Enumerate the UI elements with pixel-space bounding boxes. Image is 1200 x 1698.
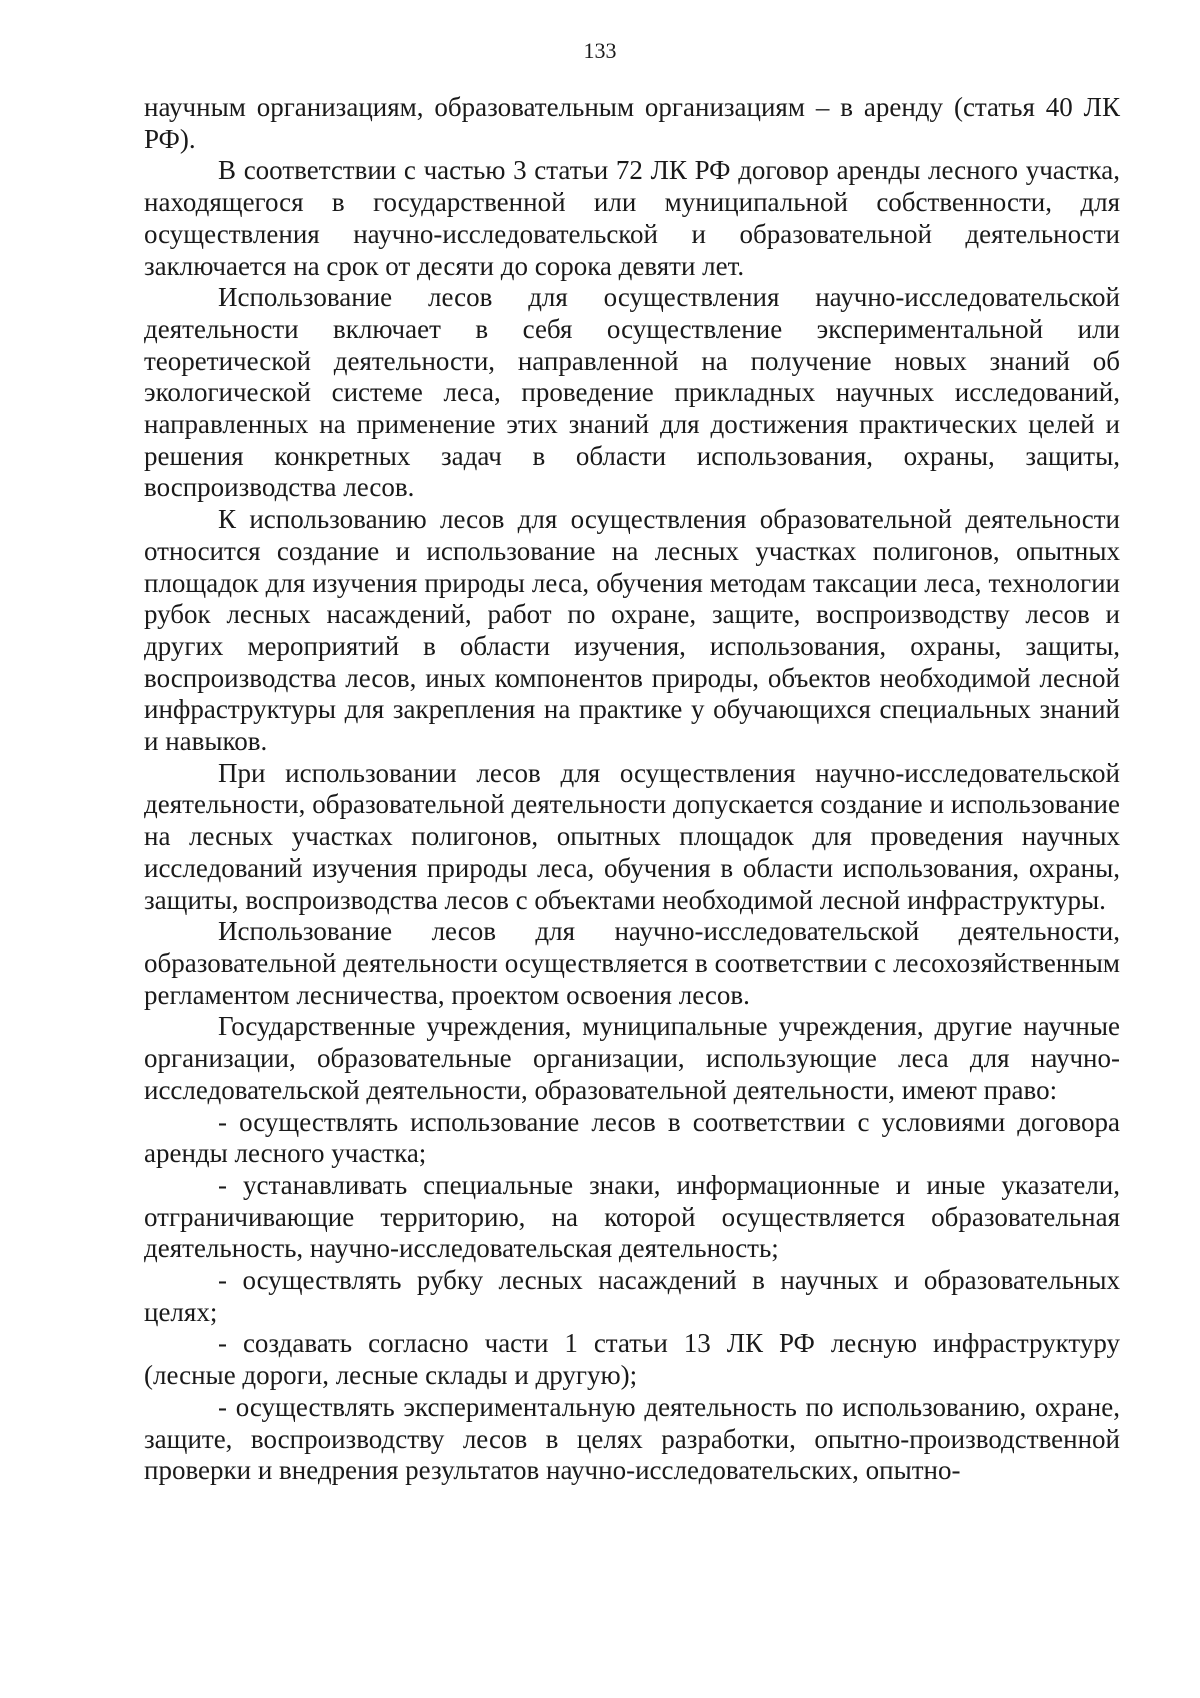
paragraph-regulation-compliance: Использование лесов для научно-исследовательской деятельности, образовательной деятельности осуществляется в соответствии с лесохозяйственным регламентом лесничества, проектом освоения лесов.: [144, 916, 1120, 1010]
document-body: [144, 92, 1120, 1487]
paragraph-polygons-creation: При использовании лесов для осуществления научно-исследовательской деятельности, образовательной деятельности допускается создание и использование на лесных участках полигонов, опытных площадок для проведения научных исследований изучения природы леса, обучения в области использования, охраны, защиты, воспроизводства лесов с объектами необходимой лесной инфраструктуры.: [144, 757, 1120, 915]
list-item-right-4: - создавать согласно части 1 статьи 13 ЛК РФ лесную инфраструктуру (лесные дороги, лесные склады и другую);: [144, 1328, 1120, 1391]
page-number: 133: [583, 38, 617, 63]
paragraph-educational-activity: К использованию лесов для осуществления образовательной деятельности относится создание и использование на лесных участках полигонов, опытных площадок для изучения природы леса, обучения методам таксации леса, технологии рубок лесных насаждений, работ по охране, защите, воспроизводству лесов и других мероприятий в области изучения, использования, охраны, защиты, воспроизводства лесов, иных компонентов природы, объектов необходимой лесной инфраструктуры для закрепления на практике у обучающихся специальных знаний и навыков.: [144, 504, 1120, 757]
paragraph-continuation: научным организациям, образовательным организациям – в аренду (статья 40 ЛК РФ).: [144, 92, 1120, 154]
list-item-right-1: - осуществлять использование лесов в соответствии с условиями договора аренды лесного участка;: [144, 1106, 1120, 1169]
list-item-right-2: - устанавливать специальные знаки, информационные и иные указатели, отграничивающие территорию, на которой осуществляется образовательная деятельность, научно-исследовательская деятельность;: [144, 1169, 1120, 1264]
list-item-right-5: - осуществлять экспериментальную деятельность по использованию, охране, защите, воспроизводству лесов в целях разработки, опытно-производственной проверки и внедрения результатов научно-исследовательских, опытно-: [144, 1391, 1120, 1486]
paragraph-lease-term: В соответствии с частью 3 статьи 72 ЛК РФ договор аренды лесного участка, находящегося в государственной или муниципальной собственности, для осуществления научно-исследовательской и образовательной деятельности заключается на срок от десяти до сорока девяти лет.: [144, 155, 1120, 281]
list-item-right-3: - осуществлять рубку лесных насаждений в научных и образовательных целях;: [144, 1265, 1120, 1327]
paragraph-rights-intro: Государственные учреждения, муниципальные учреждения, другие научные организации, образовательные организации, использующие леса для научно-исследовательской деятельности, образовательной деятельности, имеют право:: [144, 1011, 1120, 1105]
paragraph-research-activity: Использование лесов для осуществления научно-исследовательской деятельности включает в себя осуществление экспериментальной или теоретической деятельности, направленной на получение новых знаний об экологической системе леса, проведение прикладных научных исследований, направленных на применение этих знаний для достижения практических целей и решения конкретных задач в области использования, охраны, защиты, воспроизводства лесов.: [144, 282, 1120, 503]
